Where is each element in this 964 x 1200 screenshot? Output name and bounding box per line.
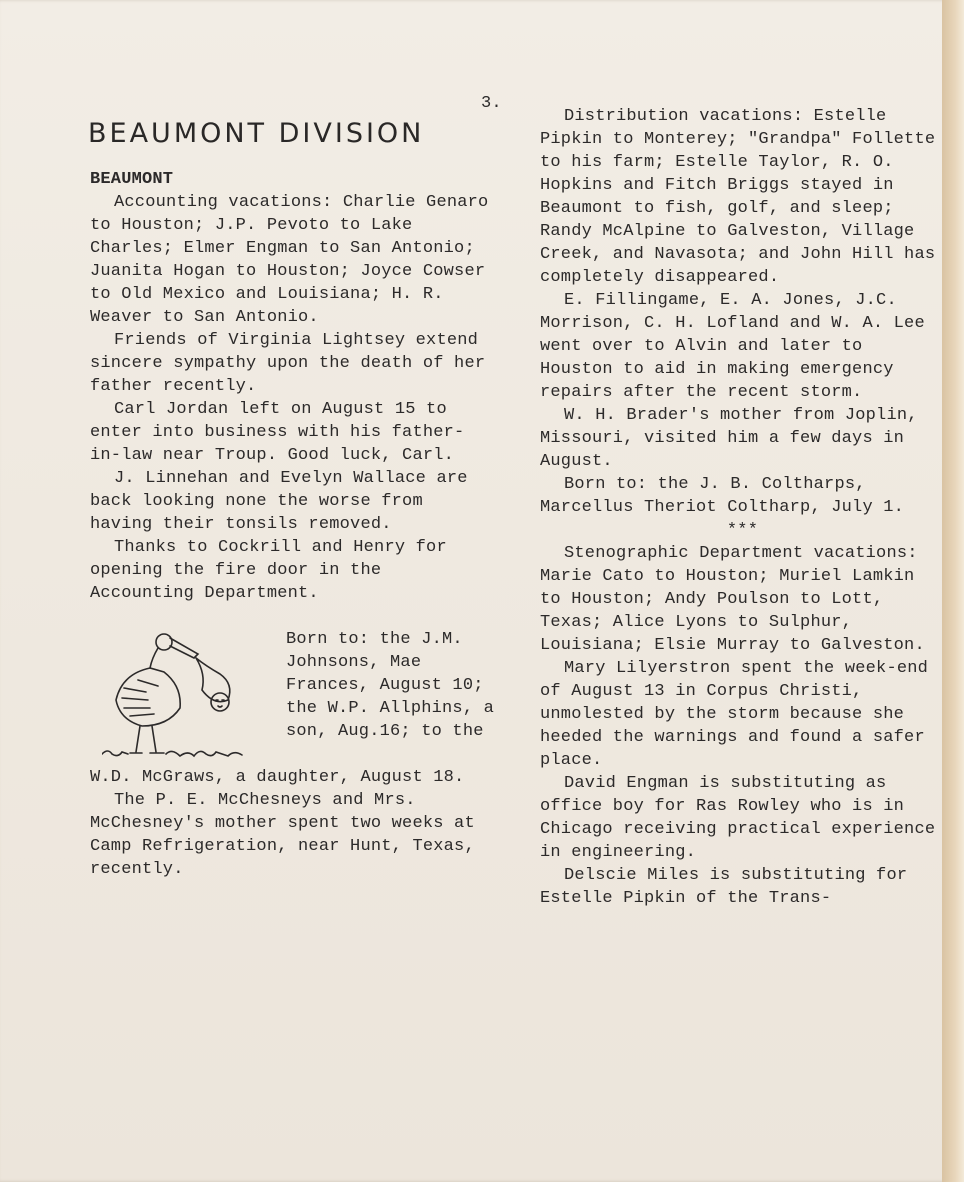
births-continued-text: W.D. McGraws, a daughter, August 18.: [90, 768, 465, 787]
stork-illustration-icon: [102, 628, 270, 766]
section-separator: ***: [726, 521, 759, 540]
carl-jordan-paragraph: Carl Jordan left on August 15 to enter into business with his father-in-law near Troup. Good luck, Carl.: [90, 400, 465, 465]
right-column: [540, 105, 945, 910]
fire-door-paragraph: Thanks to Cockrill and Henry for opening the fire door in the Accounting Department.: [90, 538, 447, 603]
accounting-vacations-paragraph: Accounting vacations: Charlie Genaro to Houston; J.P. Pevoto to Lake Charles; Elmer Engman to San Antonio; Juanita Hogan to Houston; Joyce Cowser to Old Mexico and Louisiana; H. R. Weaver to San Antonio.: [90, 193, 489, 327]
births-wrapped-text: Born to: the J.M. Johnsons, Mae Frances, August 10; the W.P. Allphins, a son, Aug.16; to the: [286, 630, 495, 741]
scan-border: [0, 1182, 964, 1200]
tonsils-paragraph: J. Linnehan and Evelyn Wallace are back looking none the worse from having their tonsils removed.: [90, 469, 468, 534]
page-number: 3.: [481, 94, 502, 113]
births-block: [90, 628, 495, 766]
section-subhead: BEAUMONT: [90, 170, 174, 189]
coltharp-birth-paragraph: Born to: the J. B. Coltharps, Marcellus Theriot Coltharp, July 1.: [540, 475, 905, 517]
miles-paragraph: Delscie Miles is substituting for Estelle Pipkin of the Trans-: [540, 866, 908, 908]
sympathy-paragraph: Friends of Virginia Lightsey extend sincere sympathy upon the death of her father recently.: [90, 331, 486, 396]
lilyerstron-paragraph: Mary Lilyerstron spent the week-end of August 13 in Corpus Christi, unmolested by the storm because she heeded the warnings and found a safer place.: [540, 659, 929, 770]
engman-paragraph: David Engman is substituting as office boy for Ras Rowley who is in Chicago receiving practical experience in engineering.: [540, 774, 936, 862]
storm-repairs-paragraph: E. Fillingame, E. A. Jones, J.C. Morrison, C. H. Lofland and W. A. Lee went over to Alvin and later to Houston to aid in making emergency repairs after the recent storm.: [540, 291, 925, 402]
mcchesney-paragraph: The P. E. McChesneys and Mrs. McChesney's mother spent two weeks at Camp Refrigeration, near Hunt, Texas, recently.: [90, 791, 475, 879]
left-column: [90, 168, 495, 881]
brader-paragraph: W. H. Brader's mother from Joplin, Missouri, visited him a few days in August.: [540, 406, 918, 471]
distribution-vacations-paragraph: Distribution vacations: Estelle Pipkin to Monterey; "Grandpa" Follette to his farm; Estelle Taylor, R. O. Hopkins and Fitch Briggs stayed in Beaumont to fish, golf, and sleep; Randy McAlpine to Galveston, Village Creek, and Navasota; and John Hill has completely disappeared.: [540, 107, 936, 287]
stenographic-vacations-paragraph: Stenographic Department vacations: Marie Cato to Houston; Muriel Lamkin to Houston; Andy Poulson to Lott, Texas; Alice Lyons to Sulphur, Louisiana; Elsie Murray to Galveston.: [540, 544, 925, 655]
division-heading: BEAUMONT DIVISION: [88, 118, 425, 149]
paper-edge: [942, 0, 964, 1182]
